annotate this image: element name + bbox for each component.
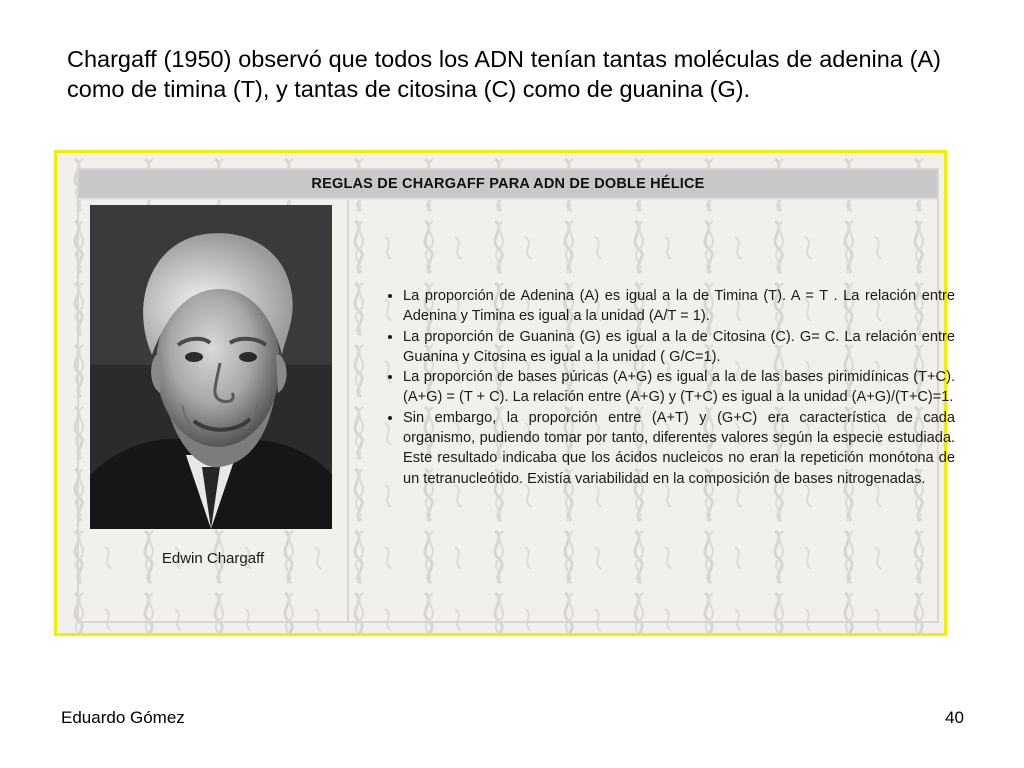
figure-table	[77, 168, 955, 623]
rule-item: • Sin embargo, la proporción entre (A+T) y (G+C) era característica de cada organismo, pudiendo tomar por tanto, diferentes valores según la especie estudiada. Este resultado indicaba que los ácidos nucleicos no eran la repetición monótona de un tetranucleótido. Existía variabilidad en la composición de bases nitrogenadas.	[403, 408, 955, 489]
footer-author: Eduardo Gómez	[61, 708, 185, 727]
photo-caption: Edwin Chargaff	[161, 550, 265, 567]
rules-cell	[359, 200, 955, 621]
figure-title: REGLAS DE CHARGAFF PARA ADN DE DOBLE HÉLICE	[79, 170, 937, 200]
rule-item: • La proporción de Adenina (A) es igual a la de Timina (T). A = T . La relación entre Adenina y Timina es igual a la unidad (A/T = 1).	[403, 286, 955, 327]
intro-paragraph: Chargaff (1950) observó que todos los ADN tenían tantas moléculas de adenina (A) como de timina (T), y tantas de citosina (C) como de guanina (G).	[67, 46, 941, 102]
rules-list	[377, 286, 955, 489]
portrait-cell	[79, 200, 349, 621]
portrait-image	[90, 205, 332, 529]
chargaff-rules-figure	[54, 150, 955, 636]
rule-item: • La proporción de bases púricas (A+G) es igual a la de las bases pirimidínicas (T+C). (A+G) = (T + C). La relación entre (A+G) y (T+C) es igual a la unidad (A+G)/(T+C)=1.	[403, 367, 955, 408]
page-number: 40	[945, 708, 964, 727]
edwin-chargaff-portrait	[90, 205, 332, 529]
rule-item: • La proporción de Guanina (G) es igual a la de Citosina (C). G= C. La relación entre Guanina y Citosina es igual a la unidad ( G/C=1).	[403, 327, 955, 368]
